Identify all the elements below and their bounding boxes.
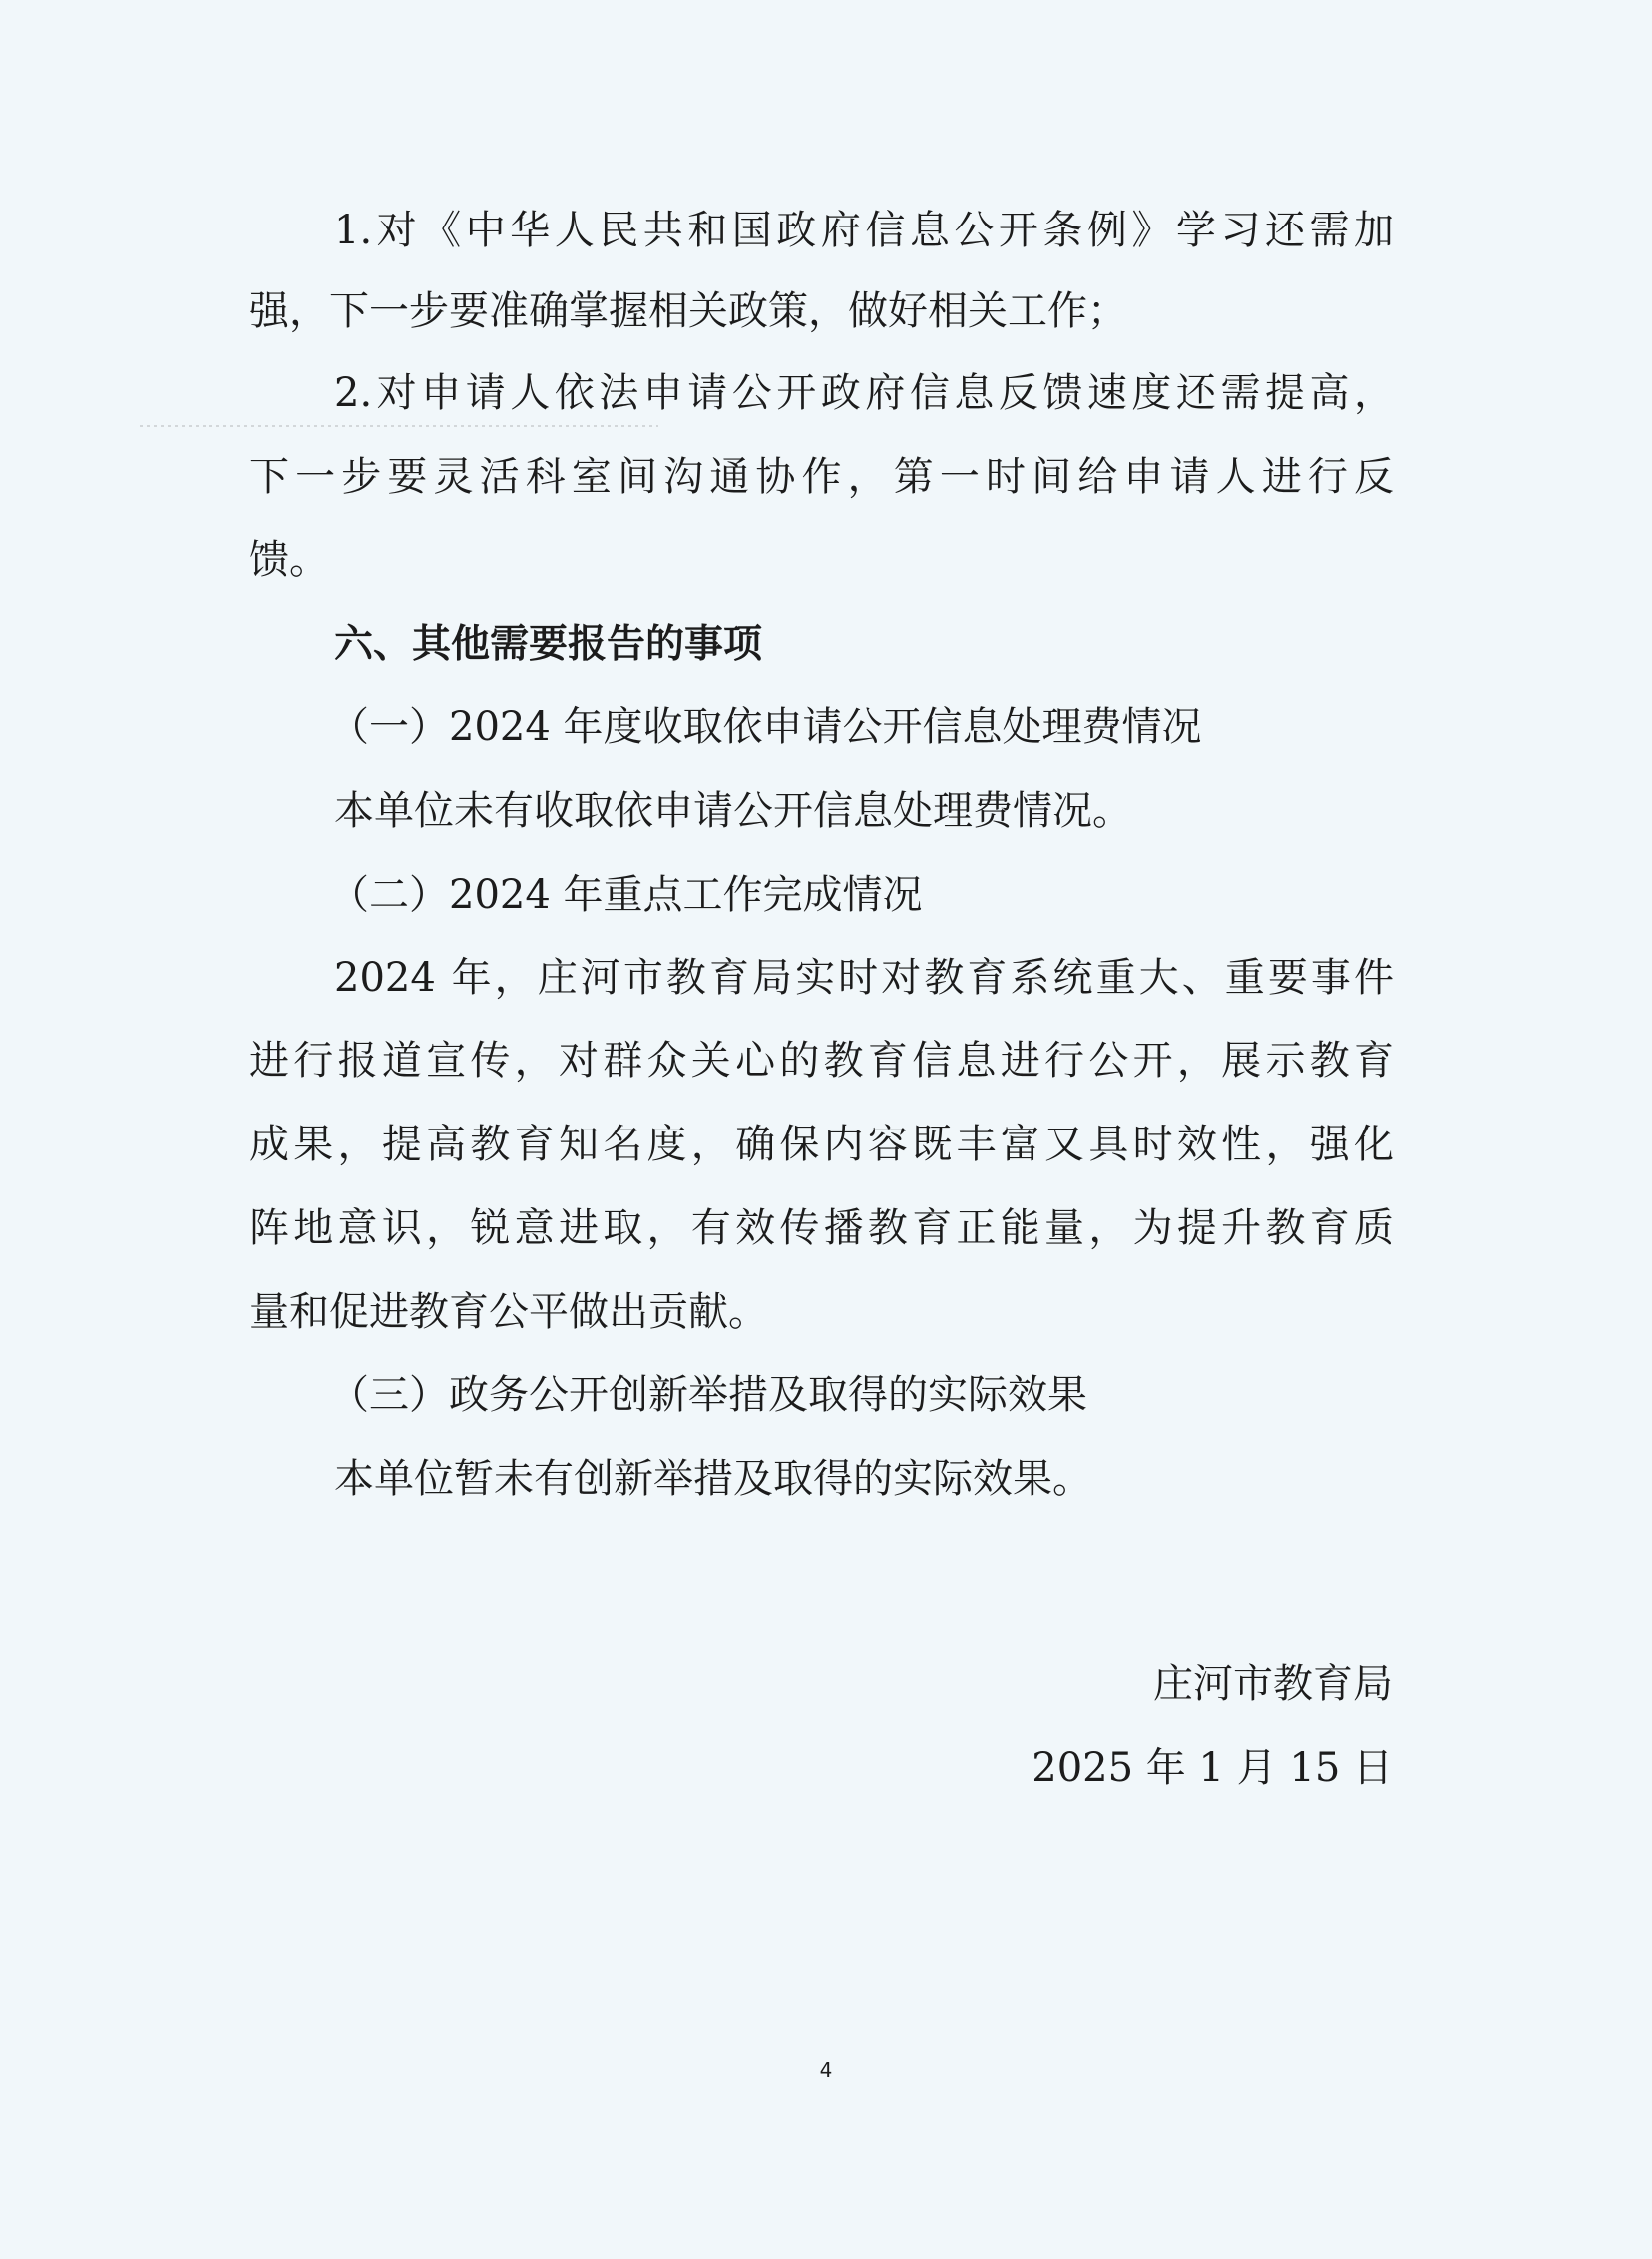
signature-organization: 庄河市教育局 — [1153, 1661, 1393, 1707]
subsection-3-title: （三）政务公开创新举措及取得的实际效果 — [329, 1372, 1087, 1418]
subsection-1-title: （一）2024 年度收取依申请公开信息处理费情况 — [329, 704, 1202, 750]
section-heading: 六、其他需要报告的事项 — [334, 622, 763, 667]
item1-line2: 强，下一步要准确掌握相关政策，做好相关工作； — [249, 288, 1127, 334]
subsection-2-title: （二）2024 年重点工作完成情况 — [329, 872, 923, 918]
signature-date: 2025 年 1 月 15 日 — [1032, 1745, 1393, 1791]
subsection-1-body: 本单位未有收取依申请公开信息处理费情况。 — [334, 788, 1132, 834]
subsection-2-line4: 阵地意识，锐意进取，有效传播教育正能量，为提升教育质 — [249, 1205, 1394, 1251]
subsection-3-body: 本单位暂未有创新举措及取得的实际效果。 — [334, 1456, 1092, 1502]
subsection-2-line1: 2024 年，庄河市教育局实时对教育系统重大、重要事件 — [334, 955, 1394, 1001]
subsection-2-line3: 成果，提高教育知名度，确保内容既丰富又具时效性，强化 — [249, 1122, 1394, 1167]
item2-line2: 下一步要灵活科室间沟通协作，第一时间给申请人进行反 — [249, 454, 1394, 500]
subsection-2-line2: 进行报道宣传，对群众关心的教育信息进行公开，展示教育 — [249, 1038, 1394, 1084]
page-number: 4 — [819, 2058, 833, 2082]
item1-line1: 1.对《中华人民共和国政府信息公开条例》学习还需加 — [334, 208, 1394, 253]
item2-line1: 2.对申请人依法申请公开政府信息反馈速度还需提高， — [334, 370, 1394, 416]
subsection-2-line5: 量和促进教育公平做出贡献。 — [249, 1289, 768, 1335]
scan-artifact — [140, 425, 658, 427]
item2-line3: 馈。 — [249, 537, 329, 583]
